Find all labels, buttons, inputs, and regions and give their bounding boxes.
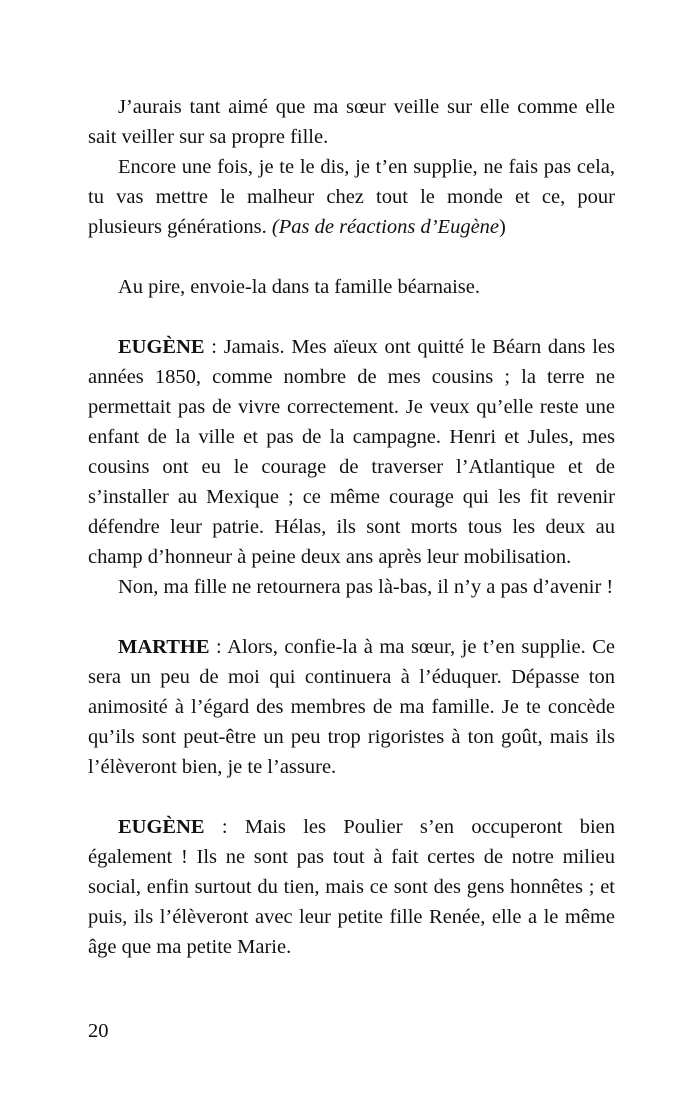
book-page-body — [88, 92, 615, 962]
speaker-name: EUGÈNE — [118, 816, 205, 838]
dialogue-eugene-1 — [88, 332, 615, 572]
paragraph-gap — [88, 242, 615, 272]
paragraph-1-text: J’aurais tant aimé que ma sœur veille sur elle comme elle sait veiller sur sa propre fille. — [88, 96, 615, 148]
dialogue-eugene-2 — [88, 812, 615, 962]
paragraph-gap — [88, 302, 615, 332]
dialogue-text: : Alors, confie-la à ma sœur, je t’en supplie. Ce sera un peu de moi qui continuera à l’éduquer. Dépasse ton animosité à l’égard des membres de ma famille. Je te concède qu’ils sont peut-être un peu trop rigoristes à ton goût, mais ils l’élèveront bien, je te l’assure. — [88, 636, 615, 778]
paragraph-5 — [88, 572, 615, 602]
paragraph-3-text: Au pire, envoie-la dans ta famille béarnaise. — [118, 276, 481, 298]
paragraph-gap — [88, 782, 615, 812]
paragraph-1 — [88, 92, 615, 152]
dialogue-text: : Mais les Poulier s’en occuperont bien également ! Ils ne sont pas tout à fait certes de notre milieu social, enfin surtout du tien, mais ce sont des gens honnêtes ; et puis, ils l’élèveront avec leur petite fille Renée, elle a le même âge que ma petite Marie. — [88, 816, 615, 958]
speaker-name: EUGÈNE — [118, 336, 205, 358]
page-number: 20 — [88, 1020, 109, 1042]
paragraph-5-text: Non, ma fille ne retournera pas là-bas, il n’y a pas d’avenir ! — [118, 576, 614, 598]
dialogue-marthe — [88, 632, 615, 782]
paragraph-3 — [88, 272, 615, 302]
paragraph-gap — [88, 602, 615, 632]
dialogue-text: : Jamais. Mes aïeux ont quitté le Béarn dans les années 1850, comme nombre de mes cousins ; la terre ne permettait pas de vivre correctement. Je veux qu’elle reste une enfant de la ville et pas de la campagne. Henri et Jules, mes cousins ont eu le courage de traverser l’Atlantique et de s’installer au Mexique ; ce même courage qui les fit revenir défendre leur patrie. Hélas, ils sont morts tous les deux au champ d’honneur à peine deux ans après leur mobilisation. — [88, 336, 615, 568]
speaker-name: MARTHE — [118, 636, 210, 658]
paragraph-2-text: Encore une fois, je te le dis, je t’en supplie, ne fais pas cela, tu vas mettre le malheur chez tout le monde et ce, pour plusieurs générations. — [88, 156, 615, 238]
paragraph-2 — [88, 152, 615, 242]
stage-direction-close: ) — [499, 216, 506, 238]
stage-direction: (Pas de réactions d’Eugène — [271, 216, 500, 238]
